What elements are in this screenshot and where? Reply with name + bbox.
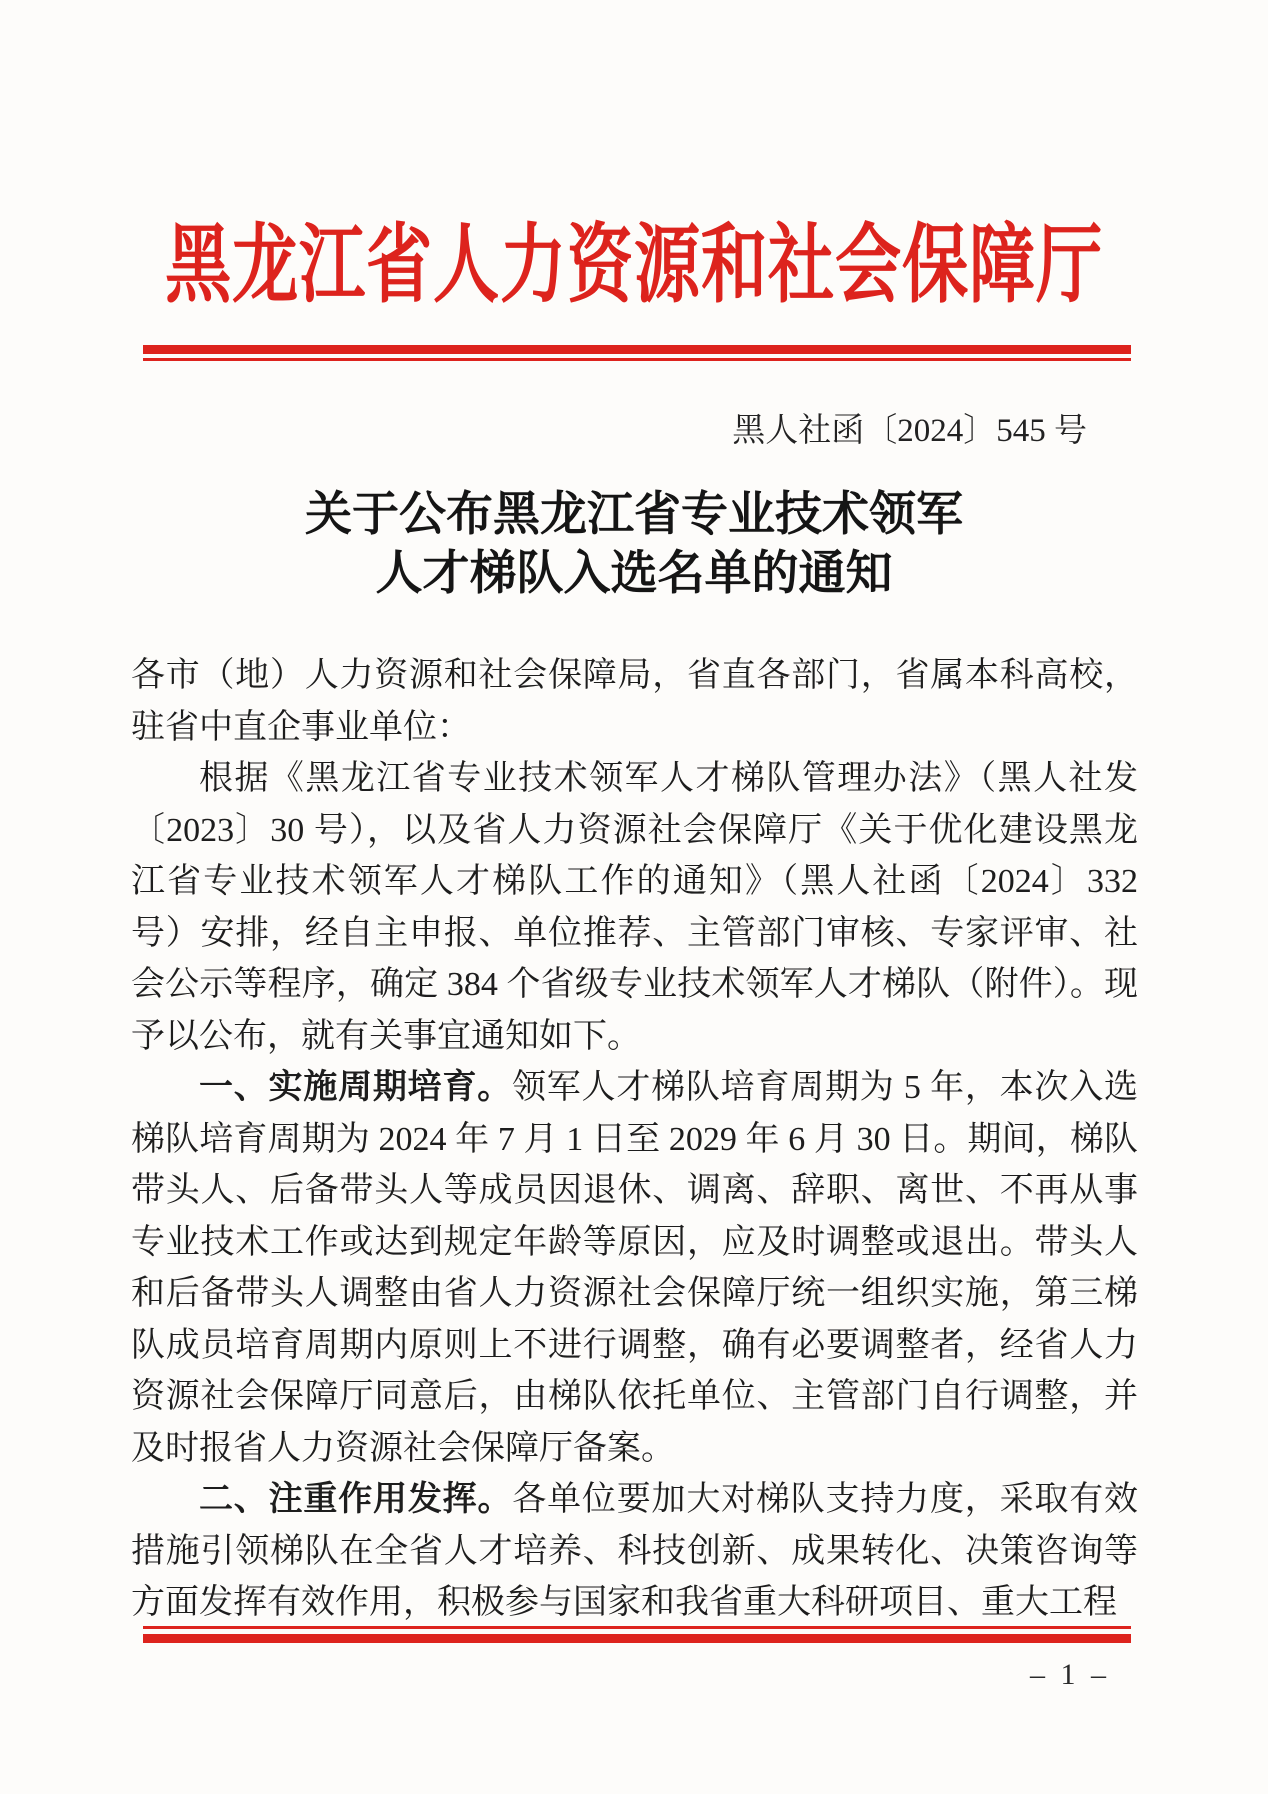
- footer-rule: [143, 1626, 1131, 1643]
- header-rule-thin-bar: [143, 358, 1131, 361]
- document-title: [0, 486, 1268, 604]
- document-title-line-1: 关于公布黑龙江省专业技术领军: [305, 489, 963, 541]
- paragraph-section-2: [131, 1474, 1138, 1629]
- document-number: 黑人社函〔2024〕545 号: [732, 413, 1087, 449]
- document-body: [131, 650, 1138, 1629]
- paragraph-section-2-text: 各单位要加大对梯队支持力度，采取有效措施引领梯队在全省人才培养、科技创新、成果转化、决策咨询等方面发挥有效作用，积极参与国家和我省重大科研项目、重大工程: [131, 1481, 1139, 1621]
- page-number: – 1 –: [1030, 1658, 1110, 1691]
- agency-name: [0, 218, 1268, 313]
- salutation: 各市（地）人力资源和社会保障局，省直各部门，省属本科高校，驻省中直企事业单位：: [131, 657, 1138, 746]
- agency-name-text: 黑龙江省人力资源和社会保障厅: [165, 217, 1103, 313]
- document-title-line-2: 人才梯队入选名单的通知: [375, 548, 893, 600]
- header-rule-thick-bar: [143, 345, 1131, 354]
- footer-rule-thick-bar: [143, 1634, 1131, 1643]
- paragraph-section-1-heading: 一、实施周期培育。: [199, 1068, 512, 1106]
- paragraph-section-2-heading: 二、注重作用发挥。: [199, 1480, 513, 1518]
- paragraph-section-1-text: 领军人才梯队培育周期为 5 年，本次入选梯队培育周期为 2024 年 7 月 1 日至 2029 年 6 月 30 日。期间，梯队带头人、后备带头人等成员因退休、调离、辞职、离世、不再从事专业技术工作或达到规定年龄等原因，应及时调整或退出。带头人和后备带头人调整由省人力资源社会保障厅统一组织实施，第三梯队成员培育周期内原则上不进行调整，确有必要调整者，经省人力资源社会保障厅同意后，由梯队依托单位、主管部门自行调整，并及时报省人力资源社会保障厅备案。: [131, 1069, 1138, 1467]
- paragraph-section-1: [131, 1062, 1138, 1474]
- paragraph-basis-text: 根据《黑龙江省专业技术领军人才梯队管理办法》（黑人社发〔2023〕30 号），以及省人力资源社会保障厅《关于优化建设黑龙江省专业技术领军人才梯队工作的通知》（黑人社函〔2024〕332 号）安排，经自主申报、单位推荐、主管部门审核、专家评审、社会公示等程序，确定 384 个省级专业技术领军人才梯队（附件）。现予以公布，就有关事宜通知如下。: [131, 760, 1138, 1055]
- header-rule: [143, 345, 1131, 361]
- paragraph-basis: [131, 753, 1138, 1062]
